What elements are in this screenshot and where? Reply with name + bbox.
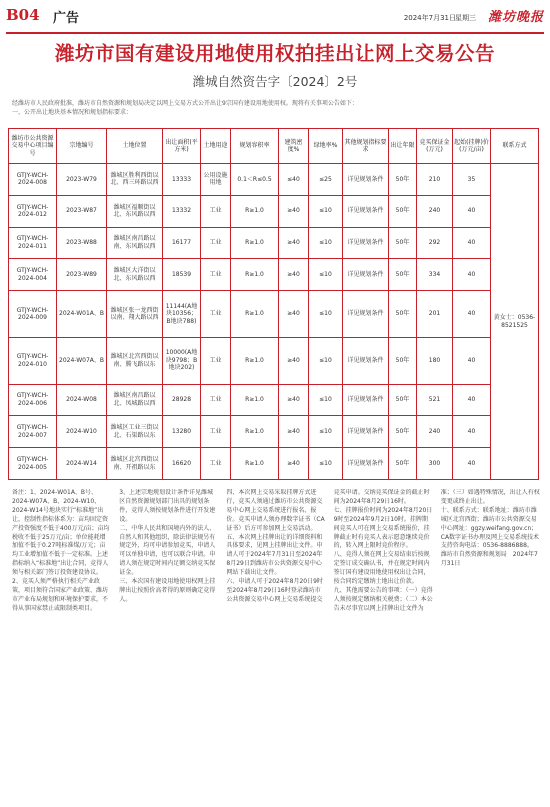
intro-paragraph: 经潍坊市人民政府批准，潍坊市自然资源和规划局决定以网上交易方式公开出让9宗国有建设用地使用权。现将有关事项公告如下： 一、公开出让地块基本情况和规划指标要求： bbox=[12, 100, 358, 116]
table-header-cell: 联系方式 bbox=[491, 129, 539, 164]
table-cell: 工业 bbox=[201, 259, 231, 291]
table-header-cell: 土地位置 bbox=[107, 129, 163, 164]
table-cell: 201 bbox=[417, 291, 453, 338]
table-row bbox=[9, 448, 539, 480]
table-cell: 50年 bbox=[389, 259, 417, 291]
table-cell: GTJY-WCH-2024-007 bbox=[9, 416, 57, 448]
table-cell: 50年 bbox=[389, 416, 417, 448]
table-row bbox=[9, 337, 539, 384]
table-cell: 详见规划条件 bbox=[343, 227, 389, 259]
announcement-number: 潍城自然资告字〔2024〕2号 bbox=[192, 74, 358, 89]
table-cell: 2024-W01A、B bbox=[57, 291, 107, 338]
body-paragraph: 八、竞得人须在网上交易结束后按规定签订成交确认书，并在规定时间内签订国有建设用地使用权出让合同，按合同约定缴纳土地出让价款。 bbox=[333, 551, 430, 586]
table-cell: ≤10 bbox=[309, 337, 343, 384]
table-cell: GTJY-WCH-2024-010 bbox=[9, 337, 57, 384]
table-cell: 公用设施用地 bbox=[201, 164, 231, 196]
table-row bbox=[9, 227, 539, 259]
page-number: B04 bbox=[6, 6, 40, 24]
table-header-cell: 起始(挂牌)价(万元/亩) bbox=[453, 129, 491, 164]
table-cell: ≥40 bbox=[279, 227, 309, 259]
table-body bbox=[9, 164, 539, 480]
table-cell: 13280 bbox=[163, 416, 201, 448]
announcement-body bbox=[12, 489, 540, 803]
table-cell: 28928 bbox=[163, 384, 201, 416]
table-cell: 潍城区胜利西街以北、西三环路以西 bbox=[107, 164, 163, 196]
table-cell: 潍城区南昌路以北、凤城路以西 bbox=[107, 384, 163, 416]
table-cell: 16620 bbox=[163, 448, 201, 480]
table-cell: ≤10 bbox=[309, 227, 343, 259]
issue-weekday: 星期三 bbox=[455, 14, 476, 22]
table-row bbox=[9, 164, 539, 196]
table-cell: 详见规划条件 bbox=[343, 164, 389, 196]
table-cell: 潍城区南昌路以南、东风路以西 bbox=[107, 227, 163, 259]
body-paragraph: 二、中华人民共和国境内外的法人、自然人和其他组织，除法律法规另有规定外，均可申请参加竞买，申请人可以单独申请，也可以联合申请。申请人须在规定时间内足额交纳竞买保证金。 bbox=[119, 524, 216, 577]
table-cell: R≥1.0 bbox=[231, 259, 279, 291]
table-cell: ≥40 bbox=[279, 259, 309, 291]
table-cell: 50年 bbox=[389, 291, 417, 338]
table-cell: R≥1.0 bbox=[231, 416, 279, 448]
table-cell: 工业 bbox=[201, 448, 231, 480]
table-cell: ≤25 bbox=[309, 164, 343, 196]
table-cell: 详见规划条件 bbox=[343, 448, 389, 480]
table-header-cell: 土地用途 bbox=[201, 129, 231, 164]
table-row bbox=[9, 195, 539, 227]
table-cell: 16177 bbox=[163, 227, 201, 259]
table-cell: 2023-W88 bbox=[57, 227, 107, 259]
table-cell: ≤10 bbox=[309, 195, 343, 227]
table-header-row bbox=[9, 129, 539, 164]
table-cell: ≥40 bbox=[279, 416, 309, 448]
body-paragraph: 3、上述宗地规划设计条件详见潍城区自然资源规划部门出具的规划条件，竞得人须按规划条件进行开发建设。 bbox=[119, 489, 216, 523]
table-cell: 工业 bbox=[201, 227, 231, 259]
table-cell: 40 bbox=[453, 337, 491, 384]
table-cell: 50年 bbox=[389, 384, 417, 416]
table-header-cell: 潍坊市公共资源交易中心项目编号 bbox=[9, 129, 57, 164]
table-header-cell: 其他规划指标要求 bbox=[343, 129, 389, 164]
table-cell: 2023-W87 bbox=[57, 195, 107, 227]
table-header-cell: 出让年限 bbox=[389, 129, 417, 164]
newspaper-logo: 潍坊晚报 bbox=[487, 10, 544, 25]
table-cell: 18539 bbox=[163, 259, 201, 291]
table-cell: 40 bbox=[453, 416, 491, 448]
announcement-title: 潍坊市国有建设用地使用权拍挂出让网上交易公告 bbox=[54, 42, 495, 65]
table-cell: GTJY-WCH-2024-008 bbox=[9, 164, 57, 196]
table-cell: ≤10 bbox=[309, 291, 343, 338]
table-cell: 300 bbox=[417, 448, 453, 480]
table-cell: R≥1.0 bbox=[231, 448, 279, 480]
table-cell: 详见规划条件 bbox=[343, 337, 389, 384]
table-cell: GTJY-WCH-2024-006 bbox=[9, 384, 57, 416]
table-cell: 2024-W08 bbox=[57, 384, 107, 416]
table-cell: R≥1.0 bbox=[231, 337, 279, 384]
section-name: 广告 bbox=[53, 11, 80, 26]
table-row bbox=[9, 291, 539, 338]
table-cell: GTJY-WCH-2024-009 bbox=[9, 291, 57, 338]
table-cell: 180 bbox=[417, 337, 453, 384]
table-cell: ≤10 bbox=[309, 448, 343, 480]
table-cell: 40 bbox=[453, 384, 491, 416]
table-cell: 210 bbox=[417, 164, 453, 196]
body-paragraph: 三、本次国有建设用地使用权网上挂牌出让按照价高者得的原则确定竞得人。 bbox=[119, 578, 216, 603]
table-cell: 潍城区工业三街以北、石渠路以东 bbox=[107, 416, 163, 448]
parcel-table bbox=[8, 128, 539, 480]
body-paragraph: 2、竞买人须严格执行相关产业政策，项目须符合国家产业政策、潍坊市产业布局规划和环境保护要求，不得从事国家禁止或限制类项目。 bbox=[12, 578, 109, 612]
table-cell: R≥1.0 bbox=[231, 384, 279, 416]
body-paragraph: 六、申请人可于2024年8月20日9时至2024年8月29日16时登录潍坊市公共资源交易中心网上交易系统提交竞买申请。交纳竞买保证金的截止时间为2024年8月29日16时。 bbox=[226, 489, 430, 603]
table-cell: ≥40 bbox=[279, 291, 309, 338]
table-cell: 292 bbox=[417, 227, 453, 259]
table-cell: ≤40 bbox=[279, 164, 309, 196]
table-header-cell: 绿地率% bbox=[309, 129, 343, 164]
table-cell: 40 bbox=[453, 195, 491, 227]
table-row bbox=[9, 416, 539, 448]
table-cell: 35 bbox=[453, 164, 491, 196]
table-header-cell: 建筑密度% bbox=[279, 129, 309, 164]
table-cell: 334 bbox=[417, 259, 453, 291]
table-cell: 工业 bbox=[201, 291, 231, 338]
table-cell: 13333 bbox=[163, 164, 201, 196]
page-header bbox=[6, 0, 544, 34]
table-cell: GTJY-WCH-2024-012 bbox=[9, 195, 57, 227]
table-cell: ≤10 bbox=[309, 416, 343, 448]
table-cell: 潍城区张一龙西街以南、翔大路以西 bbox=[107, 291, 163, 338]
table-cell: ≤10 bbox=[309, 384, 343, 416]
table-row bbox=[9, 384, 539, 416]
table-cell: 240 bbox=[417, 416, 453, 448]
table-cell: R≥1.0 bbox=[231, 227, 279, 259]
table-cell: 详见规划条件 bbox=[343, 291, 389, 338]
table-cell: 40 bbox=[453, 291, 491, 338]
body-paragraph: 四、本次网上交易采取挂牌方式进行，竞买人须通过潍坊市公共资源交易中心网上交易系统进行报名、报价。竞买申请人须办理数字证书（CA证书）后方可参加网上交易活动。 bbox=[226, 489, 325, 532]
table-cell: GTJY-WCH-2024-004 bbox=[9, 259, 57, 291]
table-cell: 521 bbox=[417, 384, 453, 416]
table-cell: 2024-W10 bbox=[57, 416, 107, 448]
table-cell: 40 bbox=[453, 227, 491, 259]
table-cell: 2023-W89 bbox=[57, 259, 107, 291]
table-cell: 潍城区大洋街以北、东风路以西 bbox=[107, 259, 163, 291]
table-cell: 详见规划条件 bbox=[343, 195, 389, 227]
table-cell: 13332 bbox=[163, 195, 201, 227]
table-header-cell: 出让面积(平方米) bbox=[163, 129, 201, 164]
table-header-cell: 竞买保证金(万元) bbox=[417, 129, 453, 164]
table-cell: R≥1.0 bbox=[231, 291, 279, 338]
table-cell: 50年 bbox=[389, 448, 417, 480]
body-paragraph: 备注：1、2024-W01A、B号、2024-W07A、B、2024-W10、2024-W14号地块实行“标准地”出让，控制性指标体系为：亩均固定资产投资强度不低于400万元/亩；亩均税收不低于25万元/亩；单位能耗增加值不低于0.27吨标准煤/万元；亩均工业增加值不低于一定标准。上述指标纳入“标准地”出让合同，竞得人须与相关部门签订投资建设协议。 bbox=[12, 489, 110, 577]
table-header-cell: 规划容积率 bbox=[231, 129, 279, 164]
body-paragraph: 七、挂牌报价时间为2024年8月20日9时至2024年9月2日10时。挂牌期间竞买人可在网上交易系统报价，挂牌截止时有竞买人表示愿意继续竞价的，转入网上限时竞价程序。 bbox=[333, 506, 433, 550]
contact-cell: 黄女士：0536-8521525 bbox=[491, 164, 539, 480]
table-cell: 40 bbox=[453, 448, 491, 480]
table-cell: 50年 bbox=[389, 195, 417, 227]
body-paragraph: 十、联系方式：联系地址：潍坊市潍城区北宫西街；潍坊市公共资源交易中心网址：ggzy.weifang.gov.cn；CA数字证书办理及网上交易系统技术支持咨询电话：0536-8886888。 bbox=[440, 506, 540, 550]
table-cell: 潍城区北宫西街以南、开祖路以东 bbox=[107, 448, 163, 480]
table-cell: 工业 bbox=[201, 195, 231, 227]
table-cell: GTJY-WCH-2024-005 bbox=[9, 448, 57, 480]
table-cell: 详见规划条件 bbox=[343, 416, 389, 448]
table-cell: 潍城区北宫西街以南、腾飞路以东 bbox=[107, 337, 163, 384]
table-cell: 2024-W14 bbox=[57, 448, 107, 480]
table-cell: 50年 bbox=[389, 337, 417, 384]
table-cell: 240 bbox=[417, 195, 453, 227]
table-cell: 0.1＜R≤0.5 bbox=[231, 164, 279, 196]
table-cell: 10000(A地块9798；B地块202) bbox=[163, 337, 201, 384]
table-header-cell: 宗地编号 bbox=[57, 129, 107, 164]
table-cell: 详见规划条件 bbox=[343, 384, 389, 416]
table-cell: 详见规划条件 bbox=[343, 259, 389, 291]
table-cell: ≥40 bbox=[279, 384, 309, 416]
table-row bbox=[9, 259, 539, 291]
table-cell: ≥40 bbox=[279, 448, 309, 480]
table-cell: 40 bbox=[453, 259, 491, 291]
table-cell: GTJY-WCH-2024-011 bbox=[9, 227, 57, 259]
table-cell: 工业 bbox=[201, 384, 231, 416]
table-cell: ≥40 bbox=[279, 337, 309, 384]
table-cell: 50年 bbox=[389, 227, 417, 259]
table-cell: 2024-W07A、B bbox=[57, 337, 107, 384]
body-paragraph: 九、其他需要公告的事项：（一）竞得人须按规定缴纳相关税费；（二）本公告未尽事宜以网上挂牌出让文件为准；（三）如遇特殊情况，出让人有权变更或终止出让。 bbox=[333, 489, 540, 612]
table-cell: R≥1.0 bbox=[231, 195, 279, 227]
table-cell: 潍城区福顺街以北、东风路以西 bbox=[107, 195, 163, 227]
body-paragraph: 潍坊市自然资源和规划局 2024年7月31日 bbox=[440, 551, 538, 568]
table-cell: ≥40 bbox=[279, 195, 309, 227]
table-cell: 50年 bbox=[389, 164, 417, 196]
table-cell: 工业 bbox=[201, 337, 231, 384]
table-cell: ≤10 bbox=[309, 259, 343, 291]
table-cell: 2023-W79 bbox=[57, 164, 107, 196]
table-cell: 工业 bbox=[201, 416, 231, 448]
issue-date: 2024年7月31日 bbox=[403, 14, 456, 22]
body-paragraph: 五、本次网上挂牌出让的详细资料和具体要求，见网上挂牌出让文件。申请人可于2024年7月31日至2024年8月29日到潍坊市公共资源交易中心网站下载出让文件。 bbox=[226, 533, 323, 577]
table-cell: 11144(A地块10356；B地块788) bbox=[163, 291, 201, 338]
